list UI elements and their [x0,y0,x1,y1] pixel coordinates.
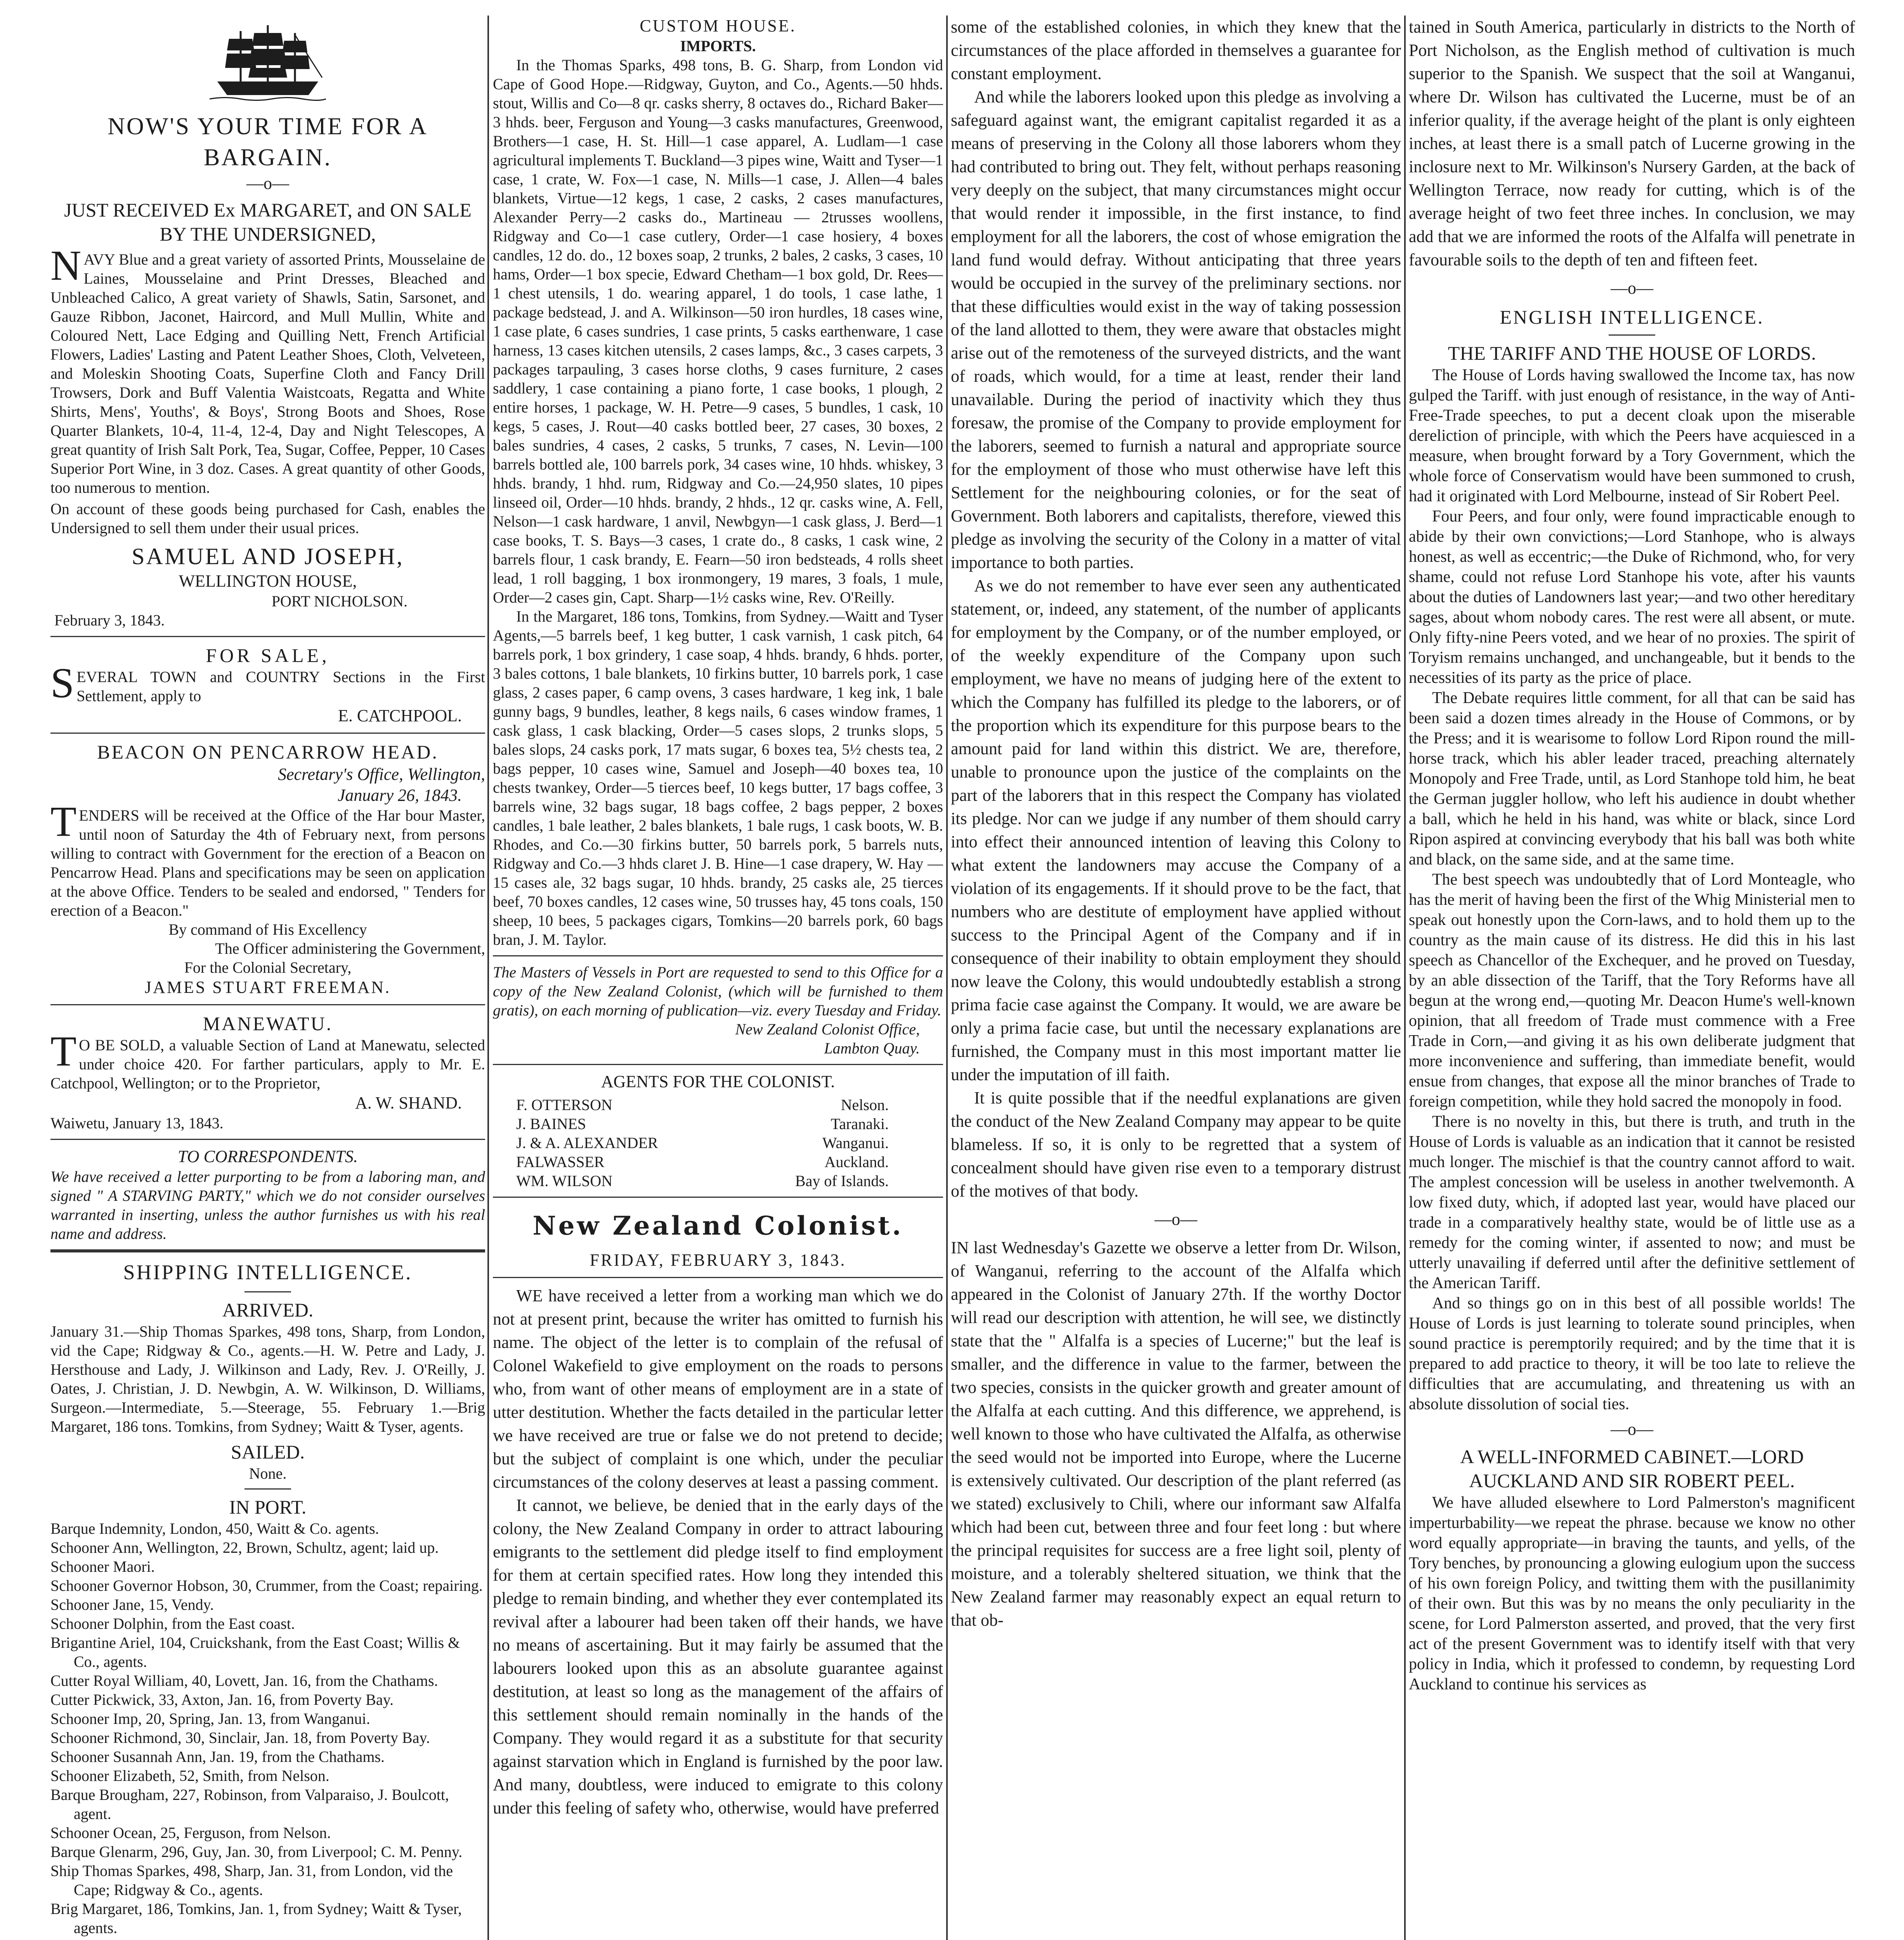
divider [245,1291,291,1292]
three-masted-ship-icon [210,19,326,105]
agent-place: Taranaki. [831,1115,889,1133]
list-item: Barque Indemnity, London, 450, Waitt & Co. agents. [50,1520,379,1537]
list-item: Cutter Pickwick, 33, Axton, Jan. 16, from Poverty Bay. [50,1691,394,1708]
arrivals-text: January 31.—Ship Thomas Sparkes, 498 tons, Sharp, from London, vid the Cape; Ridgway & Co., agents.—H. W. Petre and Lady, J. Hersthouse and Lady, J. Wilkinson and Lady, Rev. J. O'Reilly, J. Oates, J. Christian, J. D. Newbgin, A. W. Wilkinson, D. Williams, Surgeon.—Intermediate, 5.—Steerage, 55. February 1.—Brig Margaret, 186 tons. Tomkins, from Sydney; Waitt & Tyser, agents. [50,1323,485,1435]
column-4 [1409,16,1855,1940]
editorial-paragraph: It is quite possible that if the needful explanations are given the conduct of the New Zealand Company may appear to be quite blameless. If so, it is only to be regretted that a system of concealment should have given rise even to a temporary distrust of the motives of that body. [951,1088,1401,1200]
agent-row [493,1114,943,1133]
issue-date: FRIDAY, FEBRUARY 3, 1843. [590,1251,846,1270]
ad-officer: The Officer administering the Government, [215,940,485,957]
agent-name: J. & A. ALEXANDER [516,1134,658,1152]
list-item: Barque Glenarm, 296, Guy, Jan. 30, from Liverpool; C. M. Penny. [50,1843,463,1860]
article-paragraph: The House of Lords having swallowed the Income tax, has now gulped the Tariff. with just enough of resistance, in the way of Anti-Free-Trade speeches, to put a decent cloak upon the miserable dereliction of principle, with which the Peers have acquiesced in a measure, when brought forward by a Tory Government, which the whole force of Conservatism would have been summoned to crush, had it originated with Lord Melbourne, instead of Sir Robert Peel. [1409,366,1855,505]
agent-place: Wanganui. [822,1134,889,1152]
ad-title: BEACON ON PENCARROW HEAD. [97,741,439,763]
agents-list [493,1095,943,1190]
article-paragraph: Four Peers, and four only, were found impracticable enough to abide by their own convictions;—Lord Stanhope, who is always honest, as well as eccentric;—the Duke of Richmond, who, for very shame, could not refuse Lord Stanhope his vote, after his vaunts about the duties of Landowners last year;—and two other hereditary sages, about whom nobody cares. The rest were all absent, or mute. Only fifty-nine Peers voted, and we hear of no proxies. The spirit of Toryism remains unchanged, and unchangeable, but it bends to the necessities of its party as the price of place. [1409,508,1855,687]
agent-name: FALWASSER [516,1153,605,1171]
ornament-sep: —o— [1155,1210,1197,1229]
divider [50,1139,485,1140]
ad-command: By command of His Excellency [168,921,367,938]
notice-sign: New Zealand Colonist Office, [735,1020,920,1038]
divider [493,1197,943,1198]
section-subtitle: SAILED. [231,1441,305,1463]
editorial-paragraph: As we do not remember to have ever seen any authenticated statement, or, indeed, any statement, of the number of applicants for employment by the Company, or of the number employed, or of the weekly expenditure of the Company upon such employment, we have no means of judging here of the extent to which the Company has fulfilled its pledge to the laborers, or of the proportion which its expenditure for this purpose bears to the amount paid for land within this district. We are, therefore, unable to pronounce upon the justice of the complaints on the part of the laborers that in this respect the Company has violated its pledge. Nor can we judge if any number of them should carry into effect their announced intention of leaving this Colony to what extent the landowners may accuse the Company of a violation of its engagements. If it should prove to be the fact, that numbers who are destitute of employment have applied without success to the Principal Agent of the Company and if in consequence of their inability to obtain employment they should now leave the Colony, this would undoubtedly establish a strong prima facie case against the Company. It would, we are aware be only a prima facie case, but until the necessary explanations are furnished, the Company must in this most important matter lie under the imputation of ill faith. [951,576,1401,1084]
article-paragraph: We have alluded elsewhere to Lord Palmerston's magnificent imperturbability—we repeat the phrase. because we know no other word equally appropriate—in braving the taunts, and yells, of the Tory benches, by pronouncing a glowing eulogium upon the success of his own foreign Policy, and twitting them with the pusillanimity of their own. But this was by no means the only peculiarity in the scene, for Lord Palmerston asserted, and proved, that the very first act of the present Government was to identify itself with that very policy in India, which it professed to condemn, by requesting Lord Auckland to continue his services as [1409,1494,1855,1693]
list-item: Schooner Ocean, 25, Ferguson, from Nelson. [50,1824,331,1841]
in-port-list [50,1519,485,1937]
ad-text: TENDERS will be received at the Office of the Har bour Master, until noon of Saturday the 4th of February next, from persons willing to contract with Government for the erection of a Beacon on Pencarrow Head. Plans and specifications may be seen on application at the above Office. Tenders to be sealed and endorsed, " Tenders for erection of a Beacon." [50,798,485,919]
agent-row [493,1133,943,1152]
ad-note: On account of these goods being purchased for Cash, enables the Undersigned to sell them under their usual prices. [50,500,485,537]
list-item: Schooner Susannah Ann, Jan. 19, from the Chathams. [50,1748,385,1765]
agent-place: Auckland. [824,1153,889,1171]
editorial-paragraph: WE have received a letter from a working man which we do not at present print, because the writer has omitted to furnish his name. The object of the letter is to complain of the refusal of Colonel Wakefield to give employment on the roads to persons who, from want of other means of employment are in a state of utter destitution. Whether the facts detailed in the particular letter we have received are true or false we do not pretend to decide; but the subject of complaint is one which, under the peculiar circumstances of the colony deserves at least a passing comment. [493,1286,943,1491]
editorial-paragraph: It cannot, we believe, be denied that in the early days of the colony, the New Zealand Company in order to attract labouring emigrants to the settlement did pledge itself to find employment for them at certain specified rates. How long they intended this pledge to remain binding, and whether they ever contemplated its revival after a labourer had been taken off their hands, we have no means of ascertaining. But it may fairly be assumed that the labourers looked upon this as an absolute guarantee against destitution, at least so long as the management of the affairs of this settlement should remain nominally in the hands of the Company. They would regard it as a substitute for that security against starvation which in England is furnished by the poor law. And many, doubtless, were induced to emigrate to this colony under this feeling of safety who, otherwise, would have preferred [493,1496,943,1817]
section-title: CUSTOM HOUSE. [640,16,796,35]
ad-house: WELLINGTON HOUSE, [179,572,357,591]
sailed-text: None. [249,1465,287,1482]
imports-margaret: In the Margaret, 186 tons, Tomkins, from Sydney.—Waitt and Tyser Agents,—5 barrels beef, 1 keg butter, 1 cask varnish, 1 cask pitch, 64 barrels pork, 1 box grindery, 1 case soap, 4 hhds. brandy, 6 hhds. porter, 3 bales cottons, 1 bale blankets, 10 firkins butter, 10 barrels pork, 1 case glass, 2 cases paper, 6 camp ovens, 3 cases hardware, 1 keg ink, 1 bale gunny bags, 9 bundles, leather, 8 kegs nails, 6 cases window frames, 1 cask glass, 1 cask blacking, Order—5 cases slops, 2 trunks slops, 5 bales slops, 24 casks pork, 17 mats sugar, 6 boxes tea, 5½ chests tea, 2 bags pepper, 10 cases wine, Samuel and Joseph—40 boxes tea, 10 chests twankey, Order—5 tierces beef, 10 kegs butter, 17 bags coffee, 3 barrels wine, 32 bags sugar, 18 bags coffee, 2 bags pepper, 2 boxes candles, 1 bale leather, 2 bales blankets, 1 bale rugs, 1 cask boots, W. B. Rhodes, and Co.—30 firkins butter, 50 barrels pork, 5 barrels nuts, Ridgway and Co.—3 hhds claret J. B. Hine—1 case drapery, W. Hay —15 cases ale, 32 bags sugar, 10 hhds. brandy, 25 casks ale, 25 tierces beef, 70 boxes candles, 12 cases wine, 50 trusses hay, 45 tons coals, 150 sheep, 10 bees, 5 packages cigars, Tomkins—20 barrels pork, 60 bags bran, J. M. Taylor. [493,608,943,948]
article-title: THE TARIFF AND THE HOUSE OF LORDS. [1448,342,1816,364]
column-2 [493,16,943,1940]
section-subtitle: IN PORT. [229,1496,307,1518]
section-subtitle: ARRIVED. [222,1299,314,1321]
ad-goods-list: NAVY Blue and a great variety of assorted Prints, Mousselaine de Laines, Mousselaine and Print Dresses, Bleached and Unbleached Calico, A great variety of Shawls, Satin, Sarsonet, and Gauze Ribbon, Jaconet, Haircord, and Mull Mullin, White and Coloured Nett, Lace Edging and Quilling Nett, French Artificial Flowers, Ladies' Lasting and Patent Leather Shoes, Cloth, Velveteen, and Moleskin Shooting Coats, Superfine Cloth and Fancy Drill Trowsers, Dork and Buff Valentia Waistcoats, Regatta and White Shirts, Mens', Youths', & Boys', Strong Boots and Shoes, Rose Quarter Blankets, 10-4, 11-4, 12-4, Day and Night Telescopes, A great quantity of Irish Salt Pork, Tea, Sugar, Coffee, Pepper, 10 Cases Superior Port Wine, in 3 doz. Cases. A great quantity of other Goods, too numerous to mention. [50,242,485,496]
section-subtitle: IMPORTS. [680,37,756,55]
ad-date: January 26, 1843. [337,786,462,805]
ornament-sep: —o— [246,174,289,193]
divider [493,955,943,956]
agent-name: J. BAINES [516,1115,586,1133]
article-paragraph: There is no novelty in this, but there is truth, and truth in the House of Lords is valuable as an indication that it cannot be resisted much longer. The mischief is that the country cannot afford to wait. The amplest concession will be useless in another twelvemonth. A low fixed duty, which, if adopted last year, would have placed our trade in a comparatively healthy state, would be of little use as a remedy for the coming winter, if assented to now; and must be utterly unavailing if deferred until after the definitive settlement of the American Tariff. [1409,1113,1855,1292]
editorial-paragraph: And while the laborers looked upon this pledge as involving a safeguard against want, the emigrant capitalist regarded it as a means of preserving in the Colony all those laborers whom they had contributed to bring out. They felt, without perhaps reasoning very deeply on the subject, that many circumstances might occur that would render it impossible, in the first instance, to find employment for all the laborers, the cost of whose emigration the land fund would defray. Without anticipating that three years would be occupied in the survey of the preliminary sections. nor that these difficulties would exist in the way of taking possession of the land allotted to them, they were aware that obstacles might arise out of the remoteness of the surveyed districts, and the want of roads, which would, for a time at least, render their land unavailable. During the period of inactivity which they thus foresaw, the promise of the Company to provide employment for the laborers, seemed to furnish a natural and appropriate source for the employment of those who must otherwise have left this Settlement for the neighbouring colonies, or for the seat of Government. Both laborers and capitalists, therefore, viewed this pledge as involving the security of the Colony in a matter of vital importance to both parties. [951,87,1401,572]
list-item: Schooner Dolphin, from the East coast. [50,1615,295,1632]
list-item: Ship Thomas Sparkes, 498, Sharp, Jan. 31, from London, vid the Cape; Ridgway & Co., agents. [50,1862,453,1898]
ad-place: PORT NICHOLSON. [271,592,408,610]
ad-date: Waiwetu, January 13, 1843. [50,1114,224,1132]
ad-subtitle: JUST RECEIVED Ex MARGARET, and ON SALE BY THE UNDERSIGNED, [64,199,472,245]
ad-title: MANEWATU. [203,1013,333,1034]
agent-row [493,1152,943,1171]
article-paragraph: And so things go on in this best of all possible worlds! The House of Lords is just learning to tolerate sound principles, when sound practice is peremptorily required; and by the time that it is prepared to add practice to theory, it will be too late to relieve the difficulties that are accumulating, and threatening us with an absolute dissolution of social ties. [1409,1294,1855,1413]
newspaper-masthead: New Zealand Colonist. [532,1211,903,1241]
list-item: Brig Margaret, 186, Tomkins, Jan. 1, from Sydney; Waitt & Tyser, agents. [50,1900,462,1937]
article-paragraph: The Debate requires little comment, for all that can be said has been said a dozen times already in the House of Commons, or by the Press; and it is wearisome to follow Lord Ripon round the mill-horse track, which his abler leader traced, preaching alternately Monopoly and Free Trade, until, as Lord Stanhope told him, he beat the German juggler hollow, who left his audience in doubt whether a ball, which he held in his hand, was white or black, since Lord Ripon aspired at convincing everybody that his ball was both white and black, on the same side, and at the same time. [1409,689,1855,868]
list-item: Schooner Ann, Wellington, 22, Brown, Schultz, agent; laid up. [50,1539,439,1556]
editorial-paragraph: some of the established colonies, in which they knew that the circumstances of the place afforded in themselves a guarantee for constant employment. [951,17,1401,83]
column-1 [50,16,485,1940]
ad-date: February 3, 1843. [54,611,165,629]
ad-title: NOW'S YOUR TIME FOR A BARGAIN. [108,113,428,171]
correspondents-note: We have received a letter purporting to be from a laboring man, and signed " A STARVING PARTY," which we do not consider ourselves warranted in inserting, unless the author furnishes us with his real name and address. [50,1168,485,1242]
list-item: Schooner Jane, 15, Vendy. [50,1596,214,1613]
divider [50,1004,485,1005]
divider [50,1249,485,1252]
imports-thomas-sparks: In the Thomas Sparks, 498 tons, B. G. Sharp, from London vid Cape of Good Hope.—Ridgway, Guyton, and Co., Agents.—50 hhds. stout, Willis and Co—8 qr. casks sherry, 8 octaves do., Richard Baker—3 hhds. beer, Ferguson and Young—3 casks manufactures, Greenwood, Brothers—1 case, H. St. Hill—1 case apparel, A. Ludlam—1 case agricultural implements T. Buckland—3 pipes wine, Waitt and Tyser—1 case, 1 crate, W. Fox—1 case, N. Mills—1 case, J. Allen—4 bales blankets, Virtue—12 kegs, 1 case, 2 casks, 2 cases manufactures, Alexander Perry—2 casks do., Martineau — 2trusses woollens, Ridgway and Co—1 case cutlery, Order—1 case hosiery, 4 boxes candles, 12 do. do., 12 boxes soap, 2 trunks, 2 bales, 2 casks, 3 cases, 10 hams, Order—1 box specie, Edward Chetham—1 box gold, Dr. Rees—1 chest utensils, 1 do. wearing apparel, 1 do tools, 1 case lathe, 1 package bedstead, J. and A. Wilkinson—50 iron hurdles, 18 cases wine, 1 case plate, 6 cases sundries, 1 case prints, 5 casks earthenware, 1 case harness, 13 cases kitchen utensils, 2 cases lamps, &c., 3 cases carpets, 3 packages tarpauling, 3 cases horse cloths, 9 cases furniture, 2 cases saddlery, 1 case containing a piano forte, 1 case books, 1 plough, 2 entire horses, 1 package, W. H. Petre—9 cases, 5 bundles, 1 cask, 10 kegs, 5 cases, J. Rout—40 casks bottled beer, 27 cases, 30 boxes, 2 bales sundries, 4 cases, 2 casks, 5 trunks, 7 cases, N. Levin—100 barrels bottled ale, 100 barrels pork, 34 cases wine, 10 hhds. whiskey, 3 hhds. brandy, 1 hhd. rum, Ridgway and Co.—24,950 slates, 10 pipes linseed oil, Order—10 hhds. brandy, 2 hhds., 12 qr. casks wine, A. Fell, Nelson—1 cask hardware, 1 anvil, Newbgyn—1 cask glass, J. Berd—1 case books, T. S. Bays—3 cases, 1 crate do., 8 casks, 1 cask wine, 2 barrels flour, 1 cask brandy, E. Fearn—50 iron bedsteads, 4 rolls sheet lead, 1 roll bagging, 1 box ironmongery, 19 mares, 3 foals, 1 mule, Order—2 cases gin, Capt. Sharp—1½ casks wine, Rev. O'Reilly. [493,56,943,606]
agent-name: WM. WILSON [516,1172,613,1190]
alfalfa-paragraph: IN last Wednesday's Gazette we observe a letter from Dr. Wilson, of Wanganui, referring to the account of the Alfalfa which appeared in the Colonist of January 27th. If the worthy Doctor will read our description with attention, he will see, we distinctly state that the " Alfalfa is a species of Lucerne;" but the leaf is smaller, and the difference in value to the farmer, between the two species, consists in the quicker growth and greater amount of the Alfalfa at each cutting. And this difference, we apprehend, is well known to those who have cultivated the Alfalfa, as otherwise the seed would not be imported into Europe, where the Lucerne is extensively cultivated. Our description of the plant referred (as we stated) exclusively to Chili, where our informant saw Alfalfa which had been cut, between three and four feet long : but where the principal requisites for success are a free light soil, plenty of moisture, and a tolerably sheltered situation, we think that the New Zealand farmer may reasonably expect an equal return to that ob- [951,1238,1401,1630]
article-paragraph: The best speech was undoubtedly that of Lord Monteagle, who has the merit of having been the first of the Whig Ministerial men to speak out honestly upon the Corn-laws, and to hold them up to the country as the main cause of its distress. He did this in his last speech as Chancellor of the Exchequer, and he proved on Tuesday, by an able dissection of the Tariff, that the Tory Reforms have all begun at the wrong end,—quoting Mr. Deacon Hume's well-known opinion, that all freedom of Trade must commence with a Free Trade in Corn,—and giving it as his own deliberate judgment that more inconvenience and suffering, than immediate benefit, would ensue from changes, that expose all the minor branches of Trade to foreign competition, while they hold sacred the monopoly in food. [1409,871,1855,1110]
agent-place: Nelson. [841,1096,889,1114]
ad-text: TO BE SOLD, a valuable Section of Land at Manewatu, selected under choice 420. For farther particulars, apply to Mr. E. Catchpool, Wellington; or to the Proprietor, [50,1027,485,1092]
ad-text: SEVERAL TOWN and COUNTRY Sections in the First Settlement, apply to [50,659,485,707]
list-item: Brigantine Ariel, 104, Cruickshank, from the East Coast; Willis & Co., agents. [50,1634,460,1670]
divider [1609,334,1655,336]
article-title: A WELL-INFORMED CABINET.—LORD AUCKLAND AND SIR ROBERT PEEL. [1460,1446,1804,1491]
section-title: TO CORRESPONDENTS. [178,1147,358,1166]
ad-title: FOR SALE, [206,644,330,666]
notice-sign: Lambton Quay. [824,1039,920,1057]
divider [493,1064,943,1065]
section-title: AGENTS FOR THE COLONIST. [601,1072,835,1091]
list-item: Cutter Royal William, 40, Lovett, Jan. 16, from the Chathams. [50,1672,438,1689]
ad-signature: SAMUEL AND JOSEPH, [132,544,404,569]
section-title: SHIPPING INTELLIGENCE. [123,1261,413,1284]
ad-office: Secretary's Office, Wellington, [277,765,485,784]
divider [493,1277,943,1278]
column-rule [946,16,948,1940]
list-item: Barque Brougham, 227, Robinson, from Valparaiso, J. Boulcott, agent. [50,1786,449,1822]
divider [50,636,485,637]
list-item: Schooner Elizabeth, 52, Smith, from Nelson. [50,1767,329,1784]
ad-for: For the Colonial Secretary, [184,959,352,976]
ad-signature: A. W. SHAND. [355,1093,462,1112]
ad-signature: JAMES STUART FREEMAN. [144,978,391,997]
ad-signature: E. CATCHPOOL. [338,706,462,725]
agent-name: F. OTTERSON [516,1096,612,1114]
list-item: Schooner Imp, 20, Spring, Jan. 13, from Wanganui. [50,1710,370,1727]
list-item: Schooner Maori. [50,1558,155,1575]
alfalfa-paragraph-continued: tained in South America, particularly in districts to the North of Port Nicholson, as the English method of cultivation is much superior to the Spanish. We suspect that the soil at Wanganui, where Dr. Wilson has cultivated the Lucerne, must be of an inferior quality, if the average height of the plant is only eighteen inches, at least there is a small patch of Lucerne growing in the inclosure next to Mr. Wilkinson's Nursery Garden, at the back of Wellington Terrace, now ready for cutting, which is of the average height of two feet three inches. In conclusion, we may add that we are informed the roots of the Alfalfa will penetrate in favourable soils to the depth of ten and fifteen feet. [1409,17,1855,269]
divider [245,1488,291,1490]
list-item: Schooner Richmond, 30, Sinclair, Jan. 18, from Poverty Bay. [50,1729,430,1746]
agent-place: Bay of Islands. [795,1172,889,1190]
column-3 [951,16,1401,1940]
list-item: Schooner Governor Hobson, 30, Crummer, from the Coast; repairing. [50,1577,483,1594]
divider [50,733,485,734]
ornament-sep: —o— [1611,1420,1653,1439]
section-title: ENGLISH INTELLIGENCE. [1500,306,1764,328]
column-rule [487,16,489,1940]
ornament-sep: —o— [1611,279,1653,298]
agent-row [493,1171,943,1190]
masters-notice: The Masters of Vessels in Port are requested to send to this Office for a copy of the New Zealand Colonist, (which will be furnished to them gratis), on each morning of publication—viz. every Tuesday and Friday. [493,963,943,1019]
column-rule [1404,16,1406,1940]
agent-row [493,1095,943,1114]
